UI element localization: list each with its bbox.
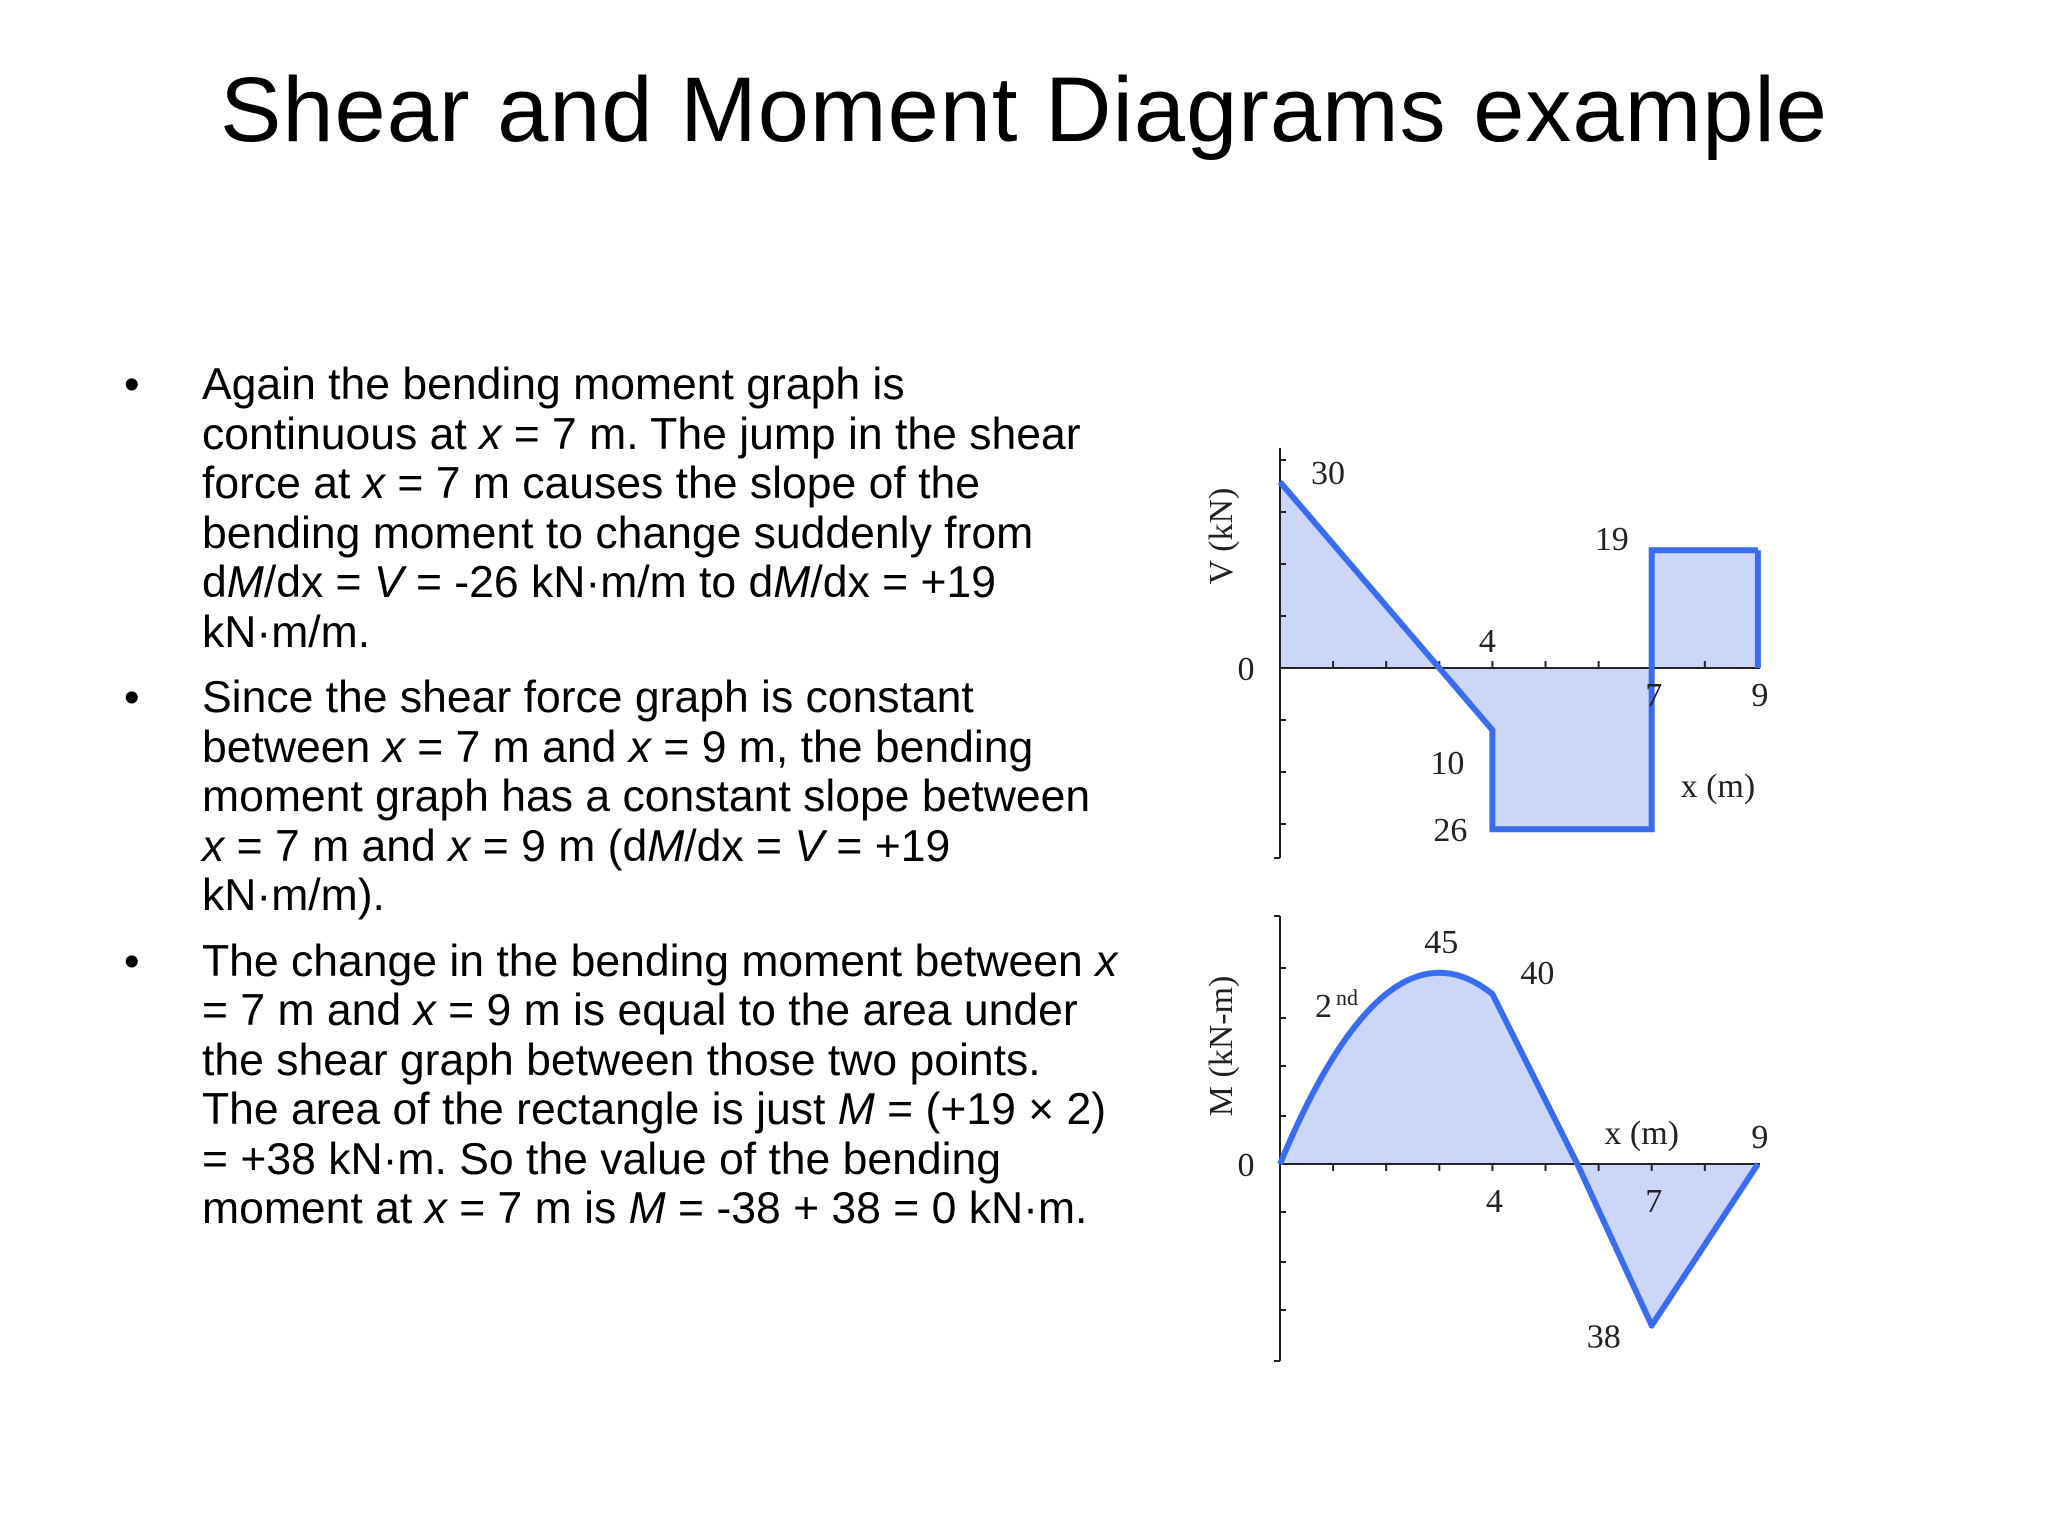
x-tick-label-4: 4 — [1478, 623, 1496, 660]
bullet-text: Since the shear force graph is constant between x = 7 m and x = 9 m, the bending moment graph has a constant slope between x = 7 m and x = 9 m (dM/dx = V = +19 kN·m/m). — [202, 673, 1091, 920]
x-tick-label-9: 9 — [1751, 677, 1769, 714]
value-label-40: 40 — [1520, 955, 1555, 992]
x-axis-label: x (m) — [1680, 768, 1756, 806]
y-origin-label: 0 — [1237, 1147, 1255, 1184]
slide-title: Shear and Moment Diagrams example — [220, 59, 1828, 161]
y-origin-label: 0 — [1237, 651, 1255, 688]
bullet-marker: • — [124, 673, 140, 722]
value-label-19: 19 — [1594, 521, 1629, 559]
value-label-30: 30 — [1311, 455, 1345, 492]
bullet-item — [110, 360, 1120, 657]
value-label-26: 26 — [1433, 812, 1468, 850]
x-axis-label: x (m) — [1604, 1115, 1679, 1152]
x-tick-label-7: 7 — [1645, 677, 1663, 714]
x-tick-label-4: 4 — [1485, 1183, 1503, 1220]
bullet-text: Again the bending moment graph is continuous at x = 7 m. The jump in the shear force at x = 7 m causes the slope of the bending moment to change suddenly from dM/dx = V = -26 kN·m/m to dM/dx = +19 kN·m/m. — [202, 360, 1081, 657]
bullet-marker: • — [124, 936, 140, 986]
bullet-list — [110, 360, 1120, 1250]
bullet-item — [110, 673, 1120, 921]
y-axis-label: M (kN-m) — [1203, 975, 1240, 1117]
y-axis-label: V (kN) — [1203, 487, 1240, 585]
value-label-10: 10 — [1430, 745, 1465, 782]
bullet-text: The change in the bending moment between x = 7 m and x = 9 m is equal to the area under the shear graph between those two points. The area of the rectangle is just M = (+19 × 2) = +38 kN·m. So the value of the bending moment at x = 7 m is M = -38 + 38 = 0 kN·m. — [202, 936, 1118, 1233]
curve-degree-label: 2 $^{nd}$ — [1315, 984, 1358, 1025]
bullet-marker: • — [124, 360, 140, 409]
bullet-item — [110, 937, 1120, 1234]
value-label-38: 38 — [1586, 1318, 1621, 1356]
value-label-45: 45 — [1424, 923, 1459, 961]
shear-force-chart — [1180, 428, 1800, 868]
x-tick-label-9: 9 — [1751, 1119, 1769, 1156]
curve-degree-suffix: nd — [1336, 984, 1358, 1010]
x-tick-label-7: 7 — [1645, 1183, 1663, 1220]
bending-moment-chart — [1180, 906, 1800, 1386]
